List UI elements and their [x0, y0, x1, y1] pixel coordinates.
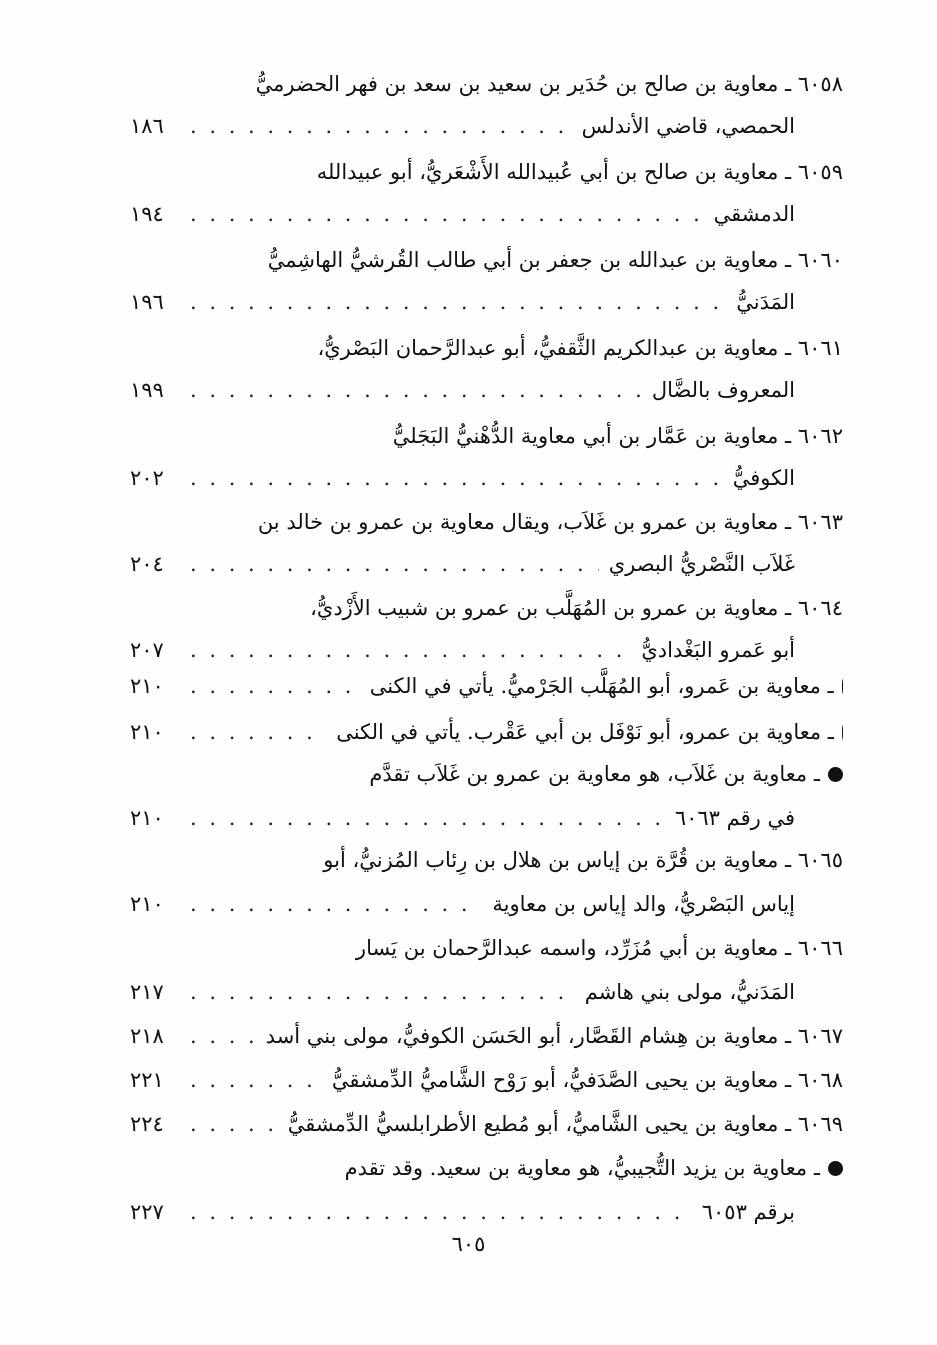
entry-title: ٦٠٦٤ ـ معاوية بن عمرو بن المُهَلَّب بن عمرو بن شبيب الأَزْديُّ،	[310, 596, 843, 620]
entry-text	[370, 674, 834, 698]
entry-title: ٦٠٦٠ ـ معاوية بن عبدالله بن جعفر بن أبي طالب القُرشيُّ الهاشِميُّ	[267, 248, 843, 272]
index-entry-line	[130, 104, 795, 148]
entry-text	[336, 720, 834, 744]
entry-page-number: ١٩٩	[130, 378, 164, 402]
index-entry-line	[130, 926, 843, 970]
entry-title: ٦٠٦٥ ـ معاوية بن قُرَّة بن إياس بن هلال بن رِئاب المُزنيُّ، أبو	[323, 848, 843, 872]
entry-title: في رقم ٦٠٦٣	[674, 806, 795, 830]
entry-title: المعروف بالضَّال	[651, 378, 795, 402]
entry-title: ـ معاوية بن عمرو، أبو نَوْفَل بن أبي عَقْرب. يأتي في الكنى	[336, 720, 834, 744]
entry-text	[332, 1068, 843, 1092]
entry-title: الكوفيُّ	[732, 466, 795, 490]
entry-title: المَدَنيُّ، مولى بني هاشم	[584, 980, 795, 1004]
entry-page-number: ٢١٠	[130, 720, 164, 744]
entry-text	[369, 762, 820, 786]
index-entry-line	[130, 664, 843, 708]
page-number: ٦٠٥	[451, 1232, 486, 1256]
entry-text	[582, 114, 795, 138]
entry-title: ـ معاوية بن يزيد التُّجيبيُّ، هو معاوية بن سعيد. وقد تقدم	[344, 1156, 820, 1180]
leader-dots	[190, 114, 572, 138]
entry-page-number: ٢١٧	[130, 980, 164, 1004]
leader-dots	[190, 290, 726, 314]
leader-dots	[190, 720, 326, 744]
index-entry-line	[130, 586, 843, 630]
entry-text	[714, 202, 795, 226]
leader-dots	[190, 638, 631, 662]
entry-text	[310, 596, 843, 620]
index-entry-line	[130, 500, 843, 544]
bullet-icon	[828, 1161, 843, 1176]
leader-dots	[190, 806, 665, 830]
entry-title: برقم ٦٠٥٣	[701, 1200, 795, 1224]
entry-title: ٦٠٦١ ـ معاوية بن عبدالكريم الثَّقفيُّ، أبو عبدالرَّحمان البَصْريُّ،	[317, 336, 843, 360]
entry-title: ٦٠٦٩ ـ معاوية بن يحيى الشَّاميُّ، أبو مُطيع الأطرابلسيُّ الدِّمشقيُّ	[287, 1112, 843, 1136]
leader-dots	[190, 378, 642, 402]
entry-title: أبو عَمرو البَغْداديُّ	[641, 638, 795, 662]
entry-text	[268, 248, 843, 272]
entry-text	[345, 1156, 820, 1180]
entry-title: غَلاَب النَّصْريُّ البصري	[608, 552, 795, 576]
index-entry-line	[130, 1014, 843, 1058]
index-entry-line	[130, 970, 795, 1014]
index-entry-line	[130, 710, 843, 754]
index-entry-line	[130, 280, 795, 324]
entry-page-number: ٢٢١	[130, 1068, 164, 1092]
entry-title: ٦٠٦٨ ـ معاوية بن يحيى الصَّدَفيُّ، أبو رَوْح الشَّاميُّ الدِّمشقيُّ	[331, 1068, 843, 1092]
entry-text	[641, 638, 795, 662]
entry-page-number: ١٨٦	[130, 114, 164, 138]
index-entry-line	[130, 752, 843, 796]
entry-title: ٦٠٥٨ ـ معاوية بن صالح بن حُدَير بن سعيد بن سعد بن فهر الحضرميُّ	[255, 72, 843, 96]
entry-page-number: ١٩٦	[130, 290, 164, 314]
entry-text	[356, 936, 843, 960]
leader-dots	[190, 1024, 256, 1048]
entry-text	[288, 1112, 843, 1136]
entry-title: ٦٠٦٣ ـ معاوية بن عمرو بن غَلاَب، ويقال معاوية بن عمرو بن خالد بن	[257, 510, 843, 534]
leader-dots	[190, 892, 482, 916]
entry-title: ٦٠٦٦ ـ معاوية بن أبي مُزَرِّد، واسمه عبدالرَّحمان بن يَسار	[355, 936, 843, 960]
entry-text	[652, 378, 795, 402]
index-entry-line	[130, 542, 795, 586]
entry-page-number: ٢٢٤	[130, 1112, 164, 1136]
leader-dots	[190, 674, 360, 698]
entry-text	[675, 806, 795, 830]
index-entry-line	[130, 456, 795, 500]
entry-page-number: ٢٠٢	[130, 466, 164, 490]
entry-text	[317, 160, 843, 184]
index-entry-line	[130, 1190, 795, 1234]
leader-dots	[190, 1068, 322, 1092]
entry-title: ٦٠٦٢ ـ معاوية بن عَمَّار بن أبي معاوية الدُّهْنيُّ البَجَليُّ	[392, 424, 843, 448]
entry-title: ـ معاوية بن عَمرو، أبو المُهَلَّب الجَرْميُّ. يأتي في الكنى	[369, 674, 834, 698]
index-entry-line	[130, 368, 795, 412]
entry-title: المَدَنيُّ	[736, 290, 795, 314]
entry-page-number: ١٩٤	[130, 202, 164, 226]
index-entry-line	[130, 192, 795, 236]
index-entry-line	[130, 1058, 843, 1102]
leader-dots	[190, 980, 575, 1004]
index-entry-line	[130, 326, 843, 370]
leader-dots	[190, 552, 599, 576]
entry-text	[733, 466, 795, 490]
bullet-icon	[842, 679, 843, 694]
entry-page-number: ٢١٨	[130, 1024, 164, 1048]
index-entry-line	[130, 414, 843, 458]
entry-text	[702, 1200, 795, 1224]
leader-dots	[190, 202, 704, 226]
index-entry-line	[130, 882, 795, 926]
bullet-icon	[842, 725, 843, 740]
entry-text	[585, 980, 795, 1004]
entry-text	[323, 848, 843, 872]
index-entry-line	[130, 1146, 843, 1190]
entry-page-number: ٢٢٧	[130, 1200, 164, 1224]
entry-text	[258, 510, 843, 534]
entry-page-number: ٢٠٤	[130, 552, 164, 576]
index-entry-line	[130, 62, 843, 106]
leader-dots	[190, 466, 723, 490]
entry-title: ٦٠٦٧ ـ معاوية بن هِشام القَصَّار، أبو الحَسَن الكوفيُّ، مولى بني أسد	[265, 1024, 843, 1048]
leader-dots	[190, 1112, 278, 1136]
index-entry-line	[130, 838, 843, 882]
leader-dots	[190, 1200, 692, 1224]
entry-title: إياس البَصْريُّ، والد إياس بن معاوية	[492, 892, 795, 916]
entry-page-number: ٢١٠	[130, 674, 164, 698]
entry-text	[736, 290, 795, 314]
entry-text	[609, 552, 795, 576]
entry-title: الدمشقي	[713, 202, 795, 226]
entry-page-number: ٢١٠	[130, 806, 164, 830]
entry-title: ٦٠٥٩ ـ معاوية بن صالح بن أبي عُبيدالله الأَشْعَريُّ، أبو عبيدالله	[316, 160, 843, 184]
index-entry-line	[130, 1102, 843, 1146]
entry-text	[256, 72, 843, 96]
index-entry-line	[130, 238, 843, 282]
entry-text	[393, 424, 843, 448]
index-entry-line	[130, 796, 795, 840]
entry-text	[266, 1024, 843, 1048]
entry-text	[492, 892, 795, 916]
index-entry-line	[130, 150, 843, 194]
entry-page-number: ٢١٠	[130, 892, 164, 916]
entry-page-number: ٢٠٧	[130, 638, 164, 662]
entry-title: الحمصي، قاضي الأندلس	[581, 114, 795, 138]
entry-text	[317, 336, 843, 360]
bullet-icon	[828, 767, 843, 782]
entry-title: ـ معاوية بن غَلاَب، هو معاوية بن عمرو بن غَلاَب تقدَّم	[369, 762, 820, 786]
